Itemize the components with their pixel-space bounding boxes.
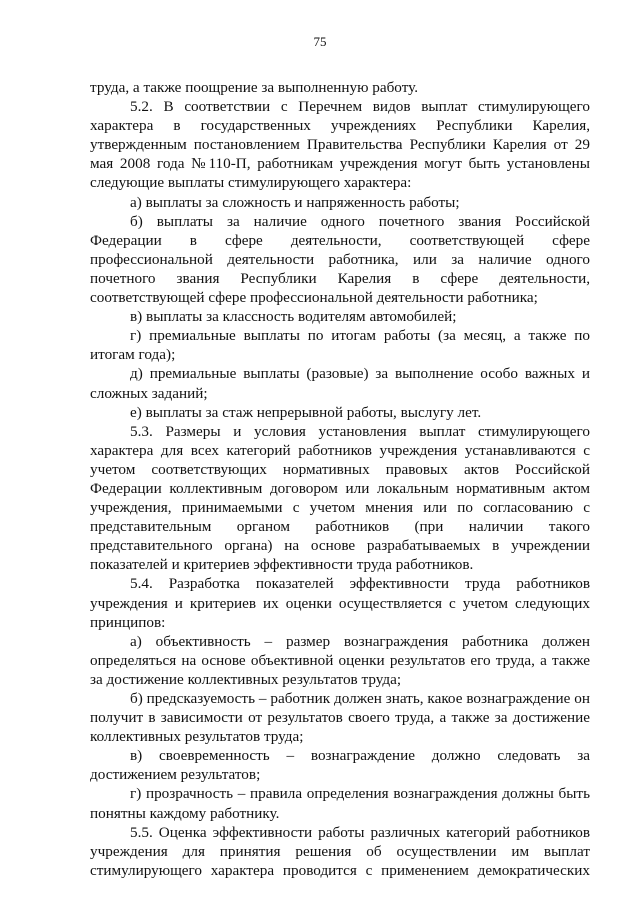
document-body bbox=[90, 78, 590, 880]
page-number: 75 bbox=[313, 34, 327, 49]
principle-v: в) своевременность – вознаграждение должно следовать за достижением результатов; bbox=[90, 747, 590, 784]
paragraph-5-4: 5.4. Разработка показателей эффективности труда работников учреждения и критериев их оценки осуществляется с учетом следующих принципов: bbox=[90, 575, 590, 631]
paragraph-5-2: 5.2. В соответствии с Перечнем видов выплат стимулирующего характера в государственных учреждениях Республики Карелия, утвержденным постановлением Правительства Республики Карелия от 29 мая 2008 года №110-П, работникам учреждения могут быть установлены следующие выплаты стимулирующего характера: bbox=[90, 98, 590, 192]
list-item-v: в) выплаты за классность водителям автомобилей; bbox=[130, 308, 457, 326]
paragraph-5-5: 5.5. Оценка эффективности работы различных категорий работников учреждения для принятия решения об осуществлении им выплат стимулирующего характера проводится с применением демократических bbox=[90, 823, 590, 879]
list-item-a: а) выплаты за сложность и напряженность работы; bbox=[130, 193, 460, 211]
paragraph-5-3: 5.3. Размеры и условия установления выплат стимулирующего характера для всех категорий работников учреждения устанавливаются с учетом соответствующих нормативных правовых актов Российской Федерации коллективным договором или локальным нормативным актом учреждения, принимаемыми с учетом мнения или по согласованию с представительным органом работников (при наличии такого представительного органа) на основе разрабатываемых в учреждении показателей и критериев эффективности труда работников. bbox=[90, 422, 590, 574]
paragraph-1: труда, а также поощрение за выполненную работу. bbox=[90, 79, 418, 96]
principle-a: а) объективность – размер вознаграждения работника должен определяться на основе объективной оценки результатов его труда, а также за достижение коллективных результатов труда; bbox=[90, 632, 590, 688]
principle-g: г) прозрачность – правила определения вознаграждения должны быть понятны каждому работнику. bbox=[90, 785, 590, 822]
principle-b: б) предсказуемость – работник должен знать, какое вознаграждение он получит в зависимости от результатов своего труда, а также за достижение коллективных результатов труда; bbox=[90, 690, 590, 746]
list-item-d: д) премиальные выплаты (разовые) за выполнение особо важных и сложных заданий; bbox=[90, 365, 590, 402]
list-item-e: е) выплаты за стаж непрерывной работы, выслугу лет. bbox=[130, 403, 482, 421]
list-item-g: г) премиальные выплаты по итогам работы (за месяц, а также по итогам года); bbox=[90, 327, 590, 364]
list-item-b: б) выплаты за наличие одного почетного звания Российской Федерации в сфере деятельности, соответствующей сфере профессиональной деятельности работника, или за наличие одного почетного звания Республики Карелия в сфере деятельности, соответствующей сфере профессиональной деятельности работника; bbox=[90, 212, 590, 307]
